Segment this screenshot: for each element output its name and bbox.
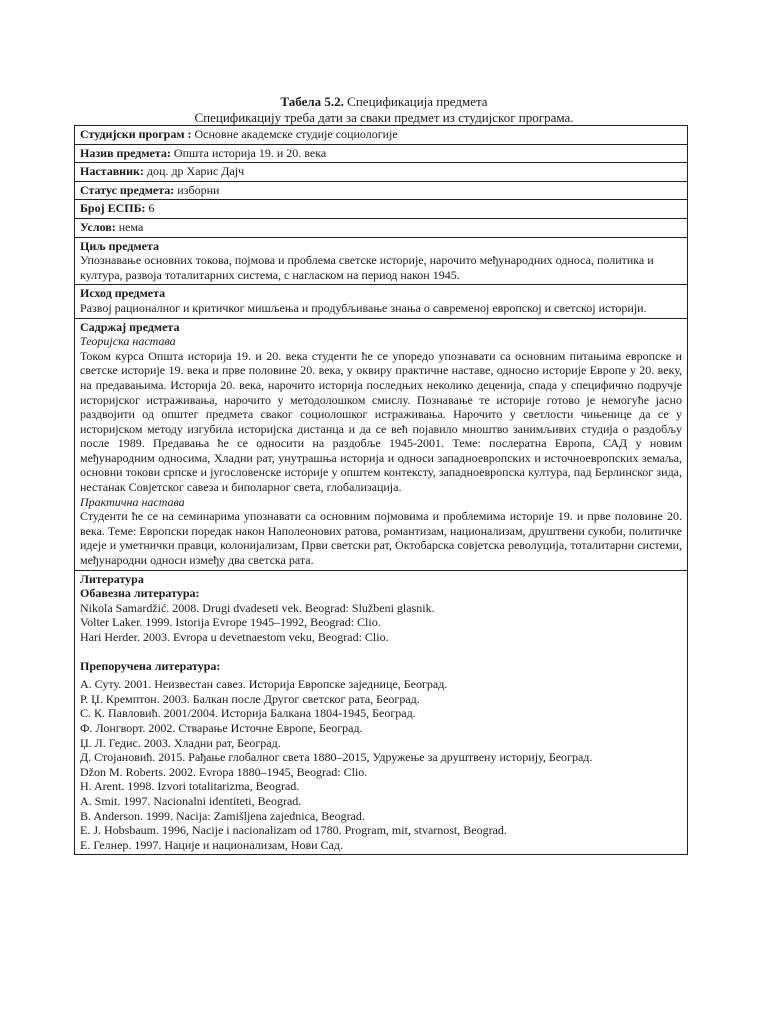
course-outcome-heading: Исход предмета: [80, 286, 166, 301]
course-outcome-text: Развој рационалног и критичког мишљења и продубљивање знања о савременој европској и светској историји.: [80, 300, 647, 315]
literature-item: Ф. Лонгворт. 2002. Стварање Источне Европе, Београд.: [80, 720, 363, 735]
table-subtitle: Спецификацију треба дати за сваки предмет из студијског програма.: [194, 110, 574, 125]
literature-item: Р. Џ. Кремптон. 2003. Балкан после Другог светског рата, Београд.: [80, 691, 420, 706]
ects-value: 6: [148, 201, 155, 216]
table-caption: [0, 94, 768, 109]
course-status-value: изборни: [177, 182, 220, 197]
course-name-label: Назив предмета:: [80, 145, 171, 160]
literature-item: H. Arent. 1998. Izvori totalitarizma, Beograd.: [80, 779, 300, 794]
course-goal-heading: Циљ предмета: [80, 238, 159, 253]
study-program-value: Основне академске студије социологије: [194, 127, 398, 141]
row-condition: [75, 218, 688, 237]
row-teacher: [75, 163, 688, 182]
teacher-value: доц. др Харис Дајч: [146, 164, 245, 179]
literature-item: А. Суту. 2001. Неизвестан савез. Историја Европске заједнице, Београд.: [80, 677, 448, 692]
required-literature-heading: Обавезна литература:: [80, 586, 200, 601]
row-course-outcome: [75, 285, 688, 318]
course-status-label: Статус предмета:: [80, 182, 175, 197]
course-name-value: Општа историја 19. и 20. века: [173, 145, 327, 160]
condition-value: нема: [118, 219, 144, 234]
practical-teaching-text: Студенти ће се на семинарима упознавати са основним појмовима и проблемима историје 19. и прве половине 20. века. Теме: Европски поредак након Наполеонових ратова, романтизам, национализам, друштвени сукоби, политичке идеје и уметнички правци, колонијализам, Први светски рат, Октобарска совјетска револуција, тоталитарни системи, међународни односи између два светска рата.: [80, 509, 682, 568]
course-goal-text: Упознавање основних токова, појмова и проблема светске историје, нарочито међународних односа, политика и култура, развоја тоталитарних система, с нагласком на период након 1945.: [80, 253, 654, 282]
study-program-label: Студијски програм :: [80, 127, 192, 141]
literature-item: Nikola Samardžić. 2008. Drugi dvadeseti vek. Beograd: Službeni glasnik.: [80, 600, 435, 615]
course-specification-table: [74, 125, 688, 855]
row-course-status: [75, 181, 688, 200]
literature-item: Џ. Л. Гедис. 2003. Хладни рат, Београд.: [80, 735, 281, 750]
row-course-goal: [75, 237, 688, 285]
literature-item: Е. Гелнер. 1997. Нације и национализам, Нови Сад.: [80, 837, 344, 852]
teacher-label: Наставник:: [80, 164, 144, 179]
literature-item: Džon M. Roberts. 2002. Evropa 1880–1945, Beograd: Clio.: [80, 764, 368, 779]
literature-item: B. Anderson. 1999. Nacija: Zamišljena zajednica, Beograd.: [80, 808, 365, 823]
literature-heading: Литература: [80, 571, 144, 586]
row-study-program: [75, 126, 688, 145]
recommended-literature-heading: Препоручена литература:: [80, 658, 221, 673]
table-title: Спецификација предмета: [347, 94, 488, 109]
row-course-name: [75, 144, 688, 163]
literature-item: E. J. Hobsbaum. 1996, Nacije i nacionalizam od 1780. Program, mit, stvarnost, Beograd.: [80, 823, 507, 838]
row-ects: [75, 200, 688, 219]
literature-item: Д. Стојановић. 2015. Рађање глобалног света 1880–2015, Удружење за друштвену историју, Београд.: [80, 750, 593, 765]
table-number: Табела 5.2.: [280, 94, 344, 109]
condition-label: Услов:: [80, 219, 116, 234]
course-content-heading: Садржај предмета: [80, 319, 180, 334]
literature-item: Hari Herder. 2003. Evropa u devetnaestom veku, Beograd: Clio.: [80, 630, 389, 644]
literature-item: A. Smit. 1997. Nacionalni identiteti, Beograd.: [80, 793, 302, 808]
literature-item: С. К. Павловић. 2001/2004. Историја Балкана 1804-1945, Београд.: [80, 706, 416, 721]
row-course-content: [75, 318, 688, 570]
row-literature: [75, 570, 688, 855]
literature-item: Volter Laker. 1999. Istorija Evrope 1945–1992, Beograd: Clio.: [80, 615, 381, 630]
practical-teaching-heading: Практична настава: [80, 494, 185, 509]
ects-label: Број ЕСПБ:: [80, 201, 146, 216]
theory-teaching-heading: Теоријска настава: [80, 334, 176, 349]
theory-teaching-text: Током курса Општа историја 19. и 20. века студенти ће се упоредо упознавати са основним питањима европске и светске историје 19. века и прве половине 20. века, у оквиру практичне наставе, односно историје Европе у 20. веку, на предавањима. Историја 20. века, нарочито историја последњих неколико деценија, спада у специфично подручје историјског истраживања, нарочито у методолошком смислу. Познавање те историје готово је немогуће јасно раздвојити од општег предмета сваког социолошког истраживања. Нарочито у светлости чињенице да се у историјском методу изгубила историјска дистанца и да се већ појавило мноштво занимљивих студија о раздобљу после 1989. Предавања ће се односити на раздобље 1945-2001. Теме: послератна Европа, САД у новим међународним односима, Хладни рат, унутрашња историја и односи западноевропских и источноевропских земаља, основни токови српске и југословенске историје у општем контексту, западноевропска култура, пад Берлинског зида, нестанак Совјетског савеза и биполарног света, глобализација.: [80, 348, 682, 495]
